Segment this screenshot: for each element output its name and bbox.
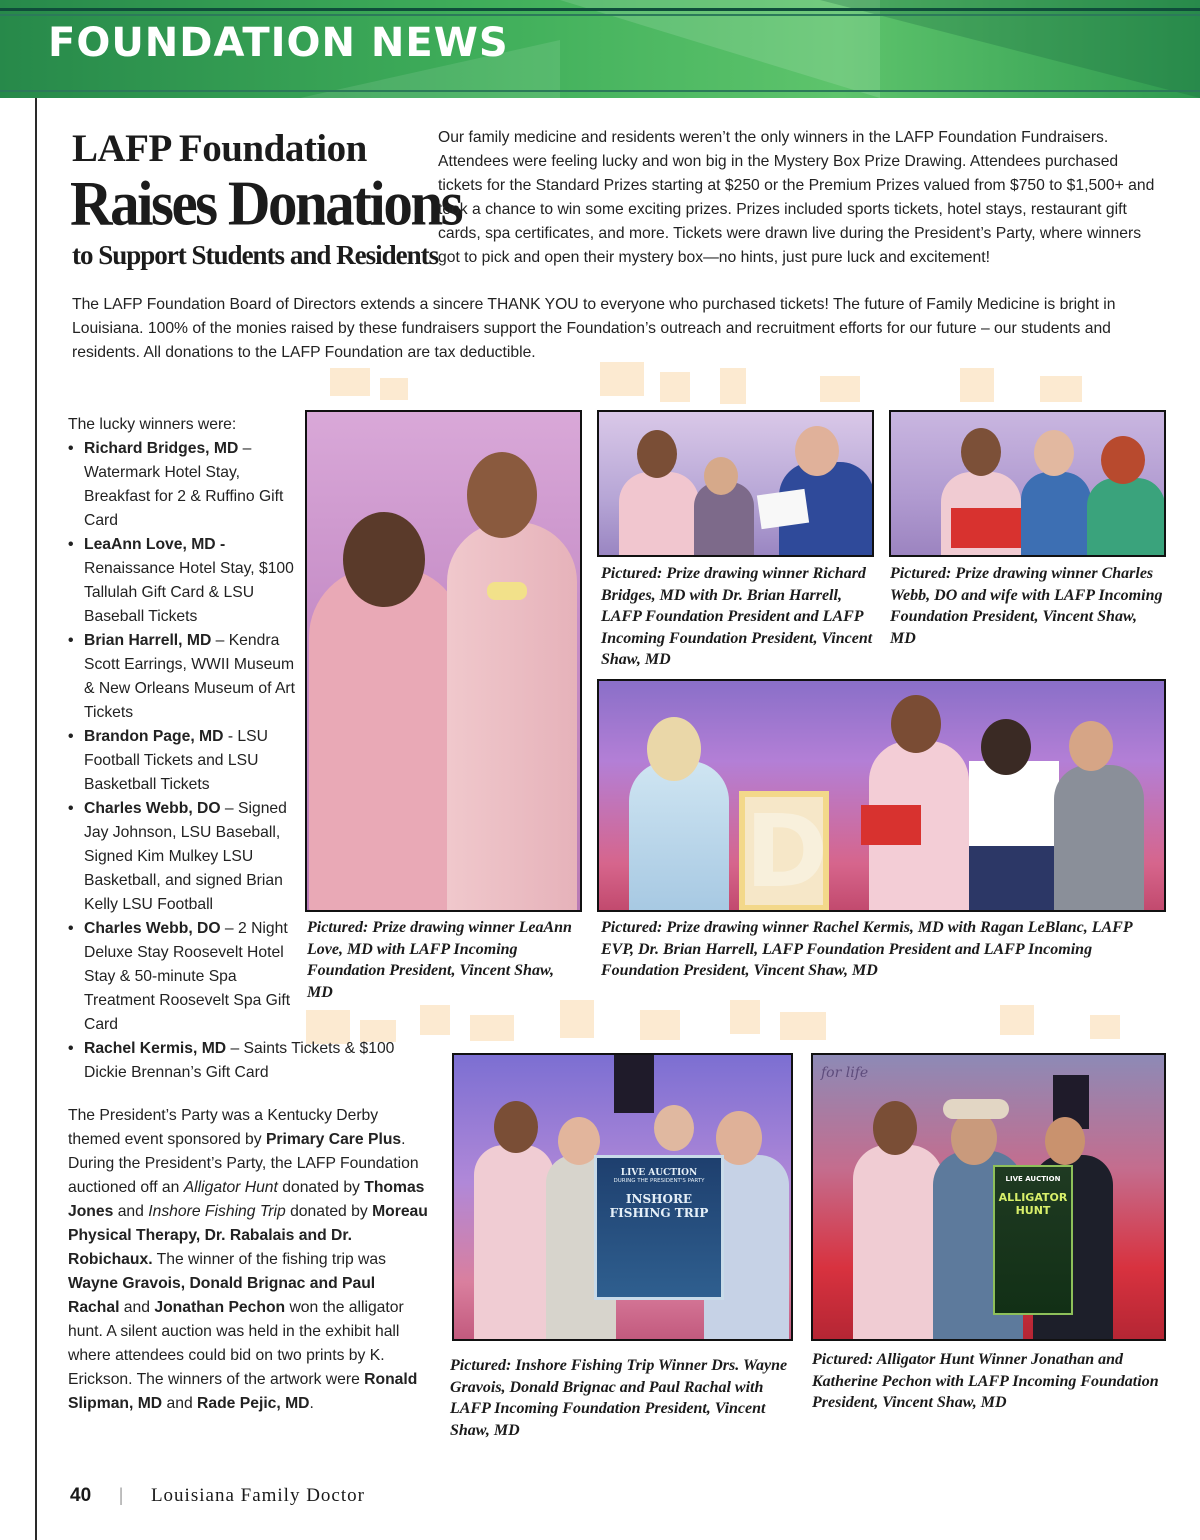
person-figure — [1021, 472, 1091, 557]
person-head — [951, 1111, 997, 1165]
decor-tile — [660, 372, 690, 402]
header-stripe — [0, 14, 1200, 16]
person-head — [1045, 1117, 1085, 1165]
winner-name: Rachel Kermis, MD — [84, 1040, 227, 1057]
auction-winner: Jonathan Pechon — [154, 1299, 286, 1316]
decor-tile — [470, 1015, 514, 1041]
left-rule — [35, 98, 37, 1540]
person-figure — [474, 1145, 554, 1341]
party-text: . During the President’s Party, the LAFP Foundation auctioned off an — [68, 1131, 419, 1196]
person-head — [873, 1101, 917, 1155]
footer-separator: | — [119, 1485, 123, 1506]
winner-name: Brandon Page, MD — [84, 728, 224, 745]
header-stripe — [0, 8, 1200, 11]
photo-richard-bridges — [597, 410, 874, 557]
winner-prize: – Signed Jay Johnson, LSU Baseball, Signed Kim Mulkey LSU Basketball, and signed Brian Kelly LSU Football — [84, 800, 287, 913]
list-item — [68, 533, 308, 629]
caption-leaann: Pictured: Prize drawing winner LeaAnn Love, MD with LAFP Incoming Foundation President, Vincent Shaw, MD — [307, 919, 572, 1001]
list-item — [68, 725, 308, 797]
party-text: The President’s Party was a Kentucky Derby themed event sponsored by — [68, 1107, 379, 1148]
section-header — [0, 0, 1200, 98]
winners-list — [68, 413, 395, 1085]
person-figure — [447, 522, 577, 912]
photo-rachel-kermis — [597, 679, 1166, 912]
sign-text: DURING THE PRESIDENT'S PARTY — [613, 1178, 705, 1184]
list-item — [68, 797, 308, 917]
sign-text: LIVE AUCTION — [620, 1168, 698, 1178]
mystery-box — [951, 508, 1021, 548]
photo-alligator-hunt — [811, 1053, 1166, 1341]
decor-tile — [560, 1000, 594, 1038]
person-head — [494, 1101, 538, 1153]
auction-sign — [594, 1155, 724, 1300]
list-item — [68, 917, 308, 1037]
winner-name: Richard Bridges, MD — [84, 440, 239, 457]
photo-charles-webb — [889, 410, 1166, 557]
caption-richard: Pictured: Prize drawing winner Richard Bridges, MD with Dr. Brian Harrell, LAFP Foundation President and LAFP Incoming Foundation President, Vincent Shaw, MD — [601, 565, 873, 668]
person-head — [467, 452, 537, 538]
person-head — [981, 719, 1031, 775]
person-figure — [853, 1145, 943, 1341]
decor-tile — [1000, 1005, 1034, 1035]
person-head — [343, 512, 425, 607]
photo-leaann-love — [305, 410, 582, 912]
sign-title: INSHORE FISHING TRIP — [609, 1192, 709, 1220]
person-head — [647, 717, 701, 781]
donor-name: Moreau Physical Therapy, Dr. Rabalais and Dr. Robichaux. — [68, 1203, 428, 1268]
decor-tile — [600, 362, 644, 396]
decor-tile — [730, 1000, 760, 1034]
decor-tile — [820, 376, 860, 402]
party-text: and — [113, 1203, 149, 1220]
headline-line-3: to Support Students and Residents — [72, 240, 439, 270]
speaker — [614, 1055, 654, 1113]
party-text: The winner of the fishing trip was — [152, 1251, 386, 1268]
sign-text: LIVE AUCTION — [1005, 1175, 1061, 1183]
decor-tile — [380, 378, 408, 400]
caption-alligator: Pictured: Alligator Hunt Winner Jonathan and Katherine Pechon with LAFP Incoming Foundation President, Vincent Shaw, MD — [812, 1351, 1159, 1411]
party-text: and — [119, 1299, 155, 1316]
person-head — [654, 1105, 694, 1151]
party-paragraph — [68, 1104, 430, 1416]
auction-winner: Wayne Gravois, Donald Brignac and Paul Rachal — [68, 1275, 376, 1316]
auction-item: Inshore Fishing Trip — [148, 1203, 286, 1220]
thanks-paragraph: The LAFP Foundation Board of Directors extends a sincere THANK YOU to everyone who purchased tickets! The future of Family Medicine is bright in Louisiana. 100% of the monies raised by these fundraisers support the Foundation’s outreach and recruitment efforts for our future – our students and residents. All donations to the LAFP Foundation are tax deductible. — [72, 296, 1116, 361]
list-item — [68, 629, 308, 725]
person-head — [1034, 430, 1074, 476]
sponsor-name: Primary Care Plus — [265, 1131, 402, 1148]
headline-line-2: Raises Donations — [70, 167, 462, 239]
decor-tile — [640, 1010, 680, 1040]
party-text: . — [309, 1395, 314, 1412]
prize-card — [757, 489, 809, 529]
winner-name: Charles Webb, DO — [84, 920, 221, 937]
caption-rachel: Pictured: Prize drawing winner Rachel Kermis, MD with Ragan LeBlanc, LAFP EVP, Dr. Brian Harrell, LAFP Foundation President and LAFP Incoming Foundation President, Vincent Shaw, MD — [601, 919, 1133, 979]
photo-fishing-trip — [452, 1053, 793, 1341]
person-figure — [1087, 478, 1165, 557]
donor-name: Thomas Jones — [68, 1179, 425, 1220]
person-figure — [969, 761, 1059, 912]
auction-item: Alligator Hunt — [183, 1179, 278, 1196]
person-head — [961, 428, 1001, 476]
party-text: won the alligator hunt. A silent auction was held in the exhibit hall where attendees could bid on two prints by K. Erickson. The winners of the artwork were — [68, 1299, 404, 1388]
person-head — [1069, 721, 1113, 771]
bow-tie — [487, 582, 527, 600]
winner-name: LeaAnn Love, MD - — [84, 536, 226, 553]
decor-tile — [1040, 376, 1082, 402]
hat — [943, 1099, 1009, 1119]
decor-tile — [720, 368, 746, 404]
header-stripe — [0, 90, 1200, 92]
intro-paragraph: Our family medicine and residents weren’t the only winners in the LAFP Foundation Fundraisers. Attendees were feeling lucky and won big in the Mystery Box Prize Drawing. Attendees purchased tickets for the Standard Prizes starting at $250 or the Premium Prizes valued from $750 to $1,500+ and took a chance to win some exciting prizes. Prizes included sports tickets, hotel stays, restaurant gift cards, spa certificates, and more. Tickets were drawn live during the President’s Party, where winners got to pick and open their mystery box—no hints, just pure luck and excitement! — [438, 129, 1155, 266]
winners-intro: The lucky winners were: — [68, 416, 237, 433]
page-footer — [70, 1485, 365, 1507]
decor-tile — [1090, 1015, 1120, 1039]
person-head — [637, 430, 677, 478]
person-figure — [619, 472, 699, 557]
artwork-winner: Rade Pejic, MD — [197, 1395, 310, 1412]
list-item — [68, 437, 308, 533]
page-number: 40 — [70, 1485, 92, 1506]
caption-fishing: Pictured: Inshore Fishing Trip Winner Drs. Wayne Gravois, Donald Brignac and Paul Rachal with LAFP Incoming Foundation President, Vincent Shaw, MD — [450, 1357, 788, 1439]
list-item — [68, 1037, 413, 1085]
banner-text: for life — [821, 1065, 869, 1081]
decor-tile — [330, 368, 370, 396]
section-title: FOUNDATION NEWS — [48, 20, 509, 66]
winner-prize: - LSU Football Tickets and LSU Basketball Tickets — [84, 728, 268, 793]
marquee-letter: D — [739, 791, 829, 911]
decor-tile — [780, 1012, 826, 1040]
caption-charles: Pictured: Prize drawing winner Charles Webb, DO and wife with LAFP Incoming Foundation President, Vincent Shaw, MD — [890, 565, 1163, 647]
party-text: and — [162, 1395, 198, 1412]
person-head — [795, 426, 839, 476]
sign-title: ALLIGATOR HUNT — [998, 1191, 1068, 1217]
decor-tile — [960, 368, 994, 402]
decor-tile — [420, 1005, 450, 1035]
party-text: donated by — [277, 1179, 365, 1196]
person-figure — [309, 567, 464, 912]
mystery-box — [861, 805, 921, 845]
person-head — [704, 457, 738, 495]
person-figure — [629, 761, 729, 912]
headline-line-1: LAFP Foundation — [72, 127, 367, 170]
magazine-title: Louisiana Family Doctor — [150, 1485, 365, 1506]
winner-prize: – 2 Night Deluxe Stay Roosevelt Hotel Stay & 50-minute Spa Treatment Roosevelt Spa Gift Card — [84, 920, 291, 1033]
winner-prize: – Kendra Scott Earrings, WWII Museum & New Orleans Museum of Art Tickets — [84, 632, 295, 721]
winner-name: Charles Webb, DO — [84, 800, 221, 817]
winner-prize: – Watermark Hotel Stay, Breakfast for 2 & Ruffino Gift Card — [84, 440, 284, 529]
winner-prize: Renaissance Hotel Stay, $100 Tallulah Gift Card & LSU Baseball Tickets — [84, 560, 294, 625]
person-head — [1101, 436, 1145, 484]
auction-sign — [993, 1165, 1073, 1315]
person-figure — [1054, 765, 1144, 912]
party-text: donated by — [285, 1203, 373, 1220]
artwork-winner: Ronald Slipman, MD — [68, 1371, 418, 1412]
winner-prize: – Saints Tickets & $100 Dickie Brennan’s Gift Card — [84, 1040, 395, 1081]
person-head — [891, 695, 941, 753]
winner-name: Brian Harrell, MD — [84, 632, 212, 649]
